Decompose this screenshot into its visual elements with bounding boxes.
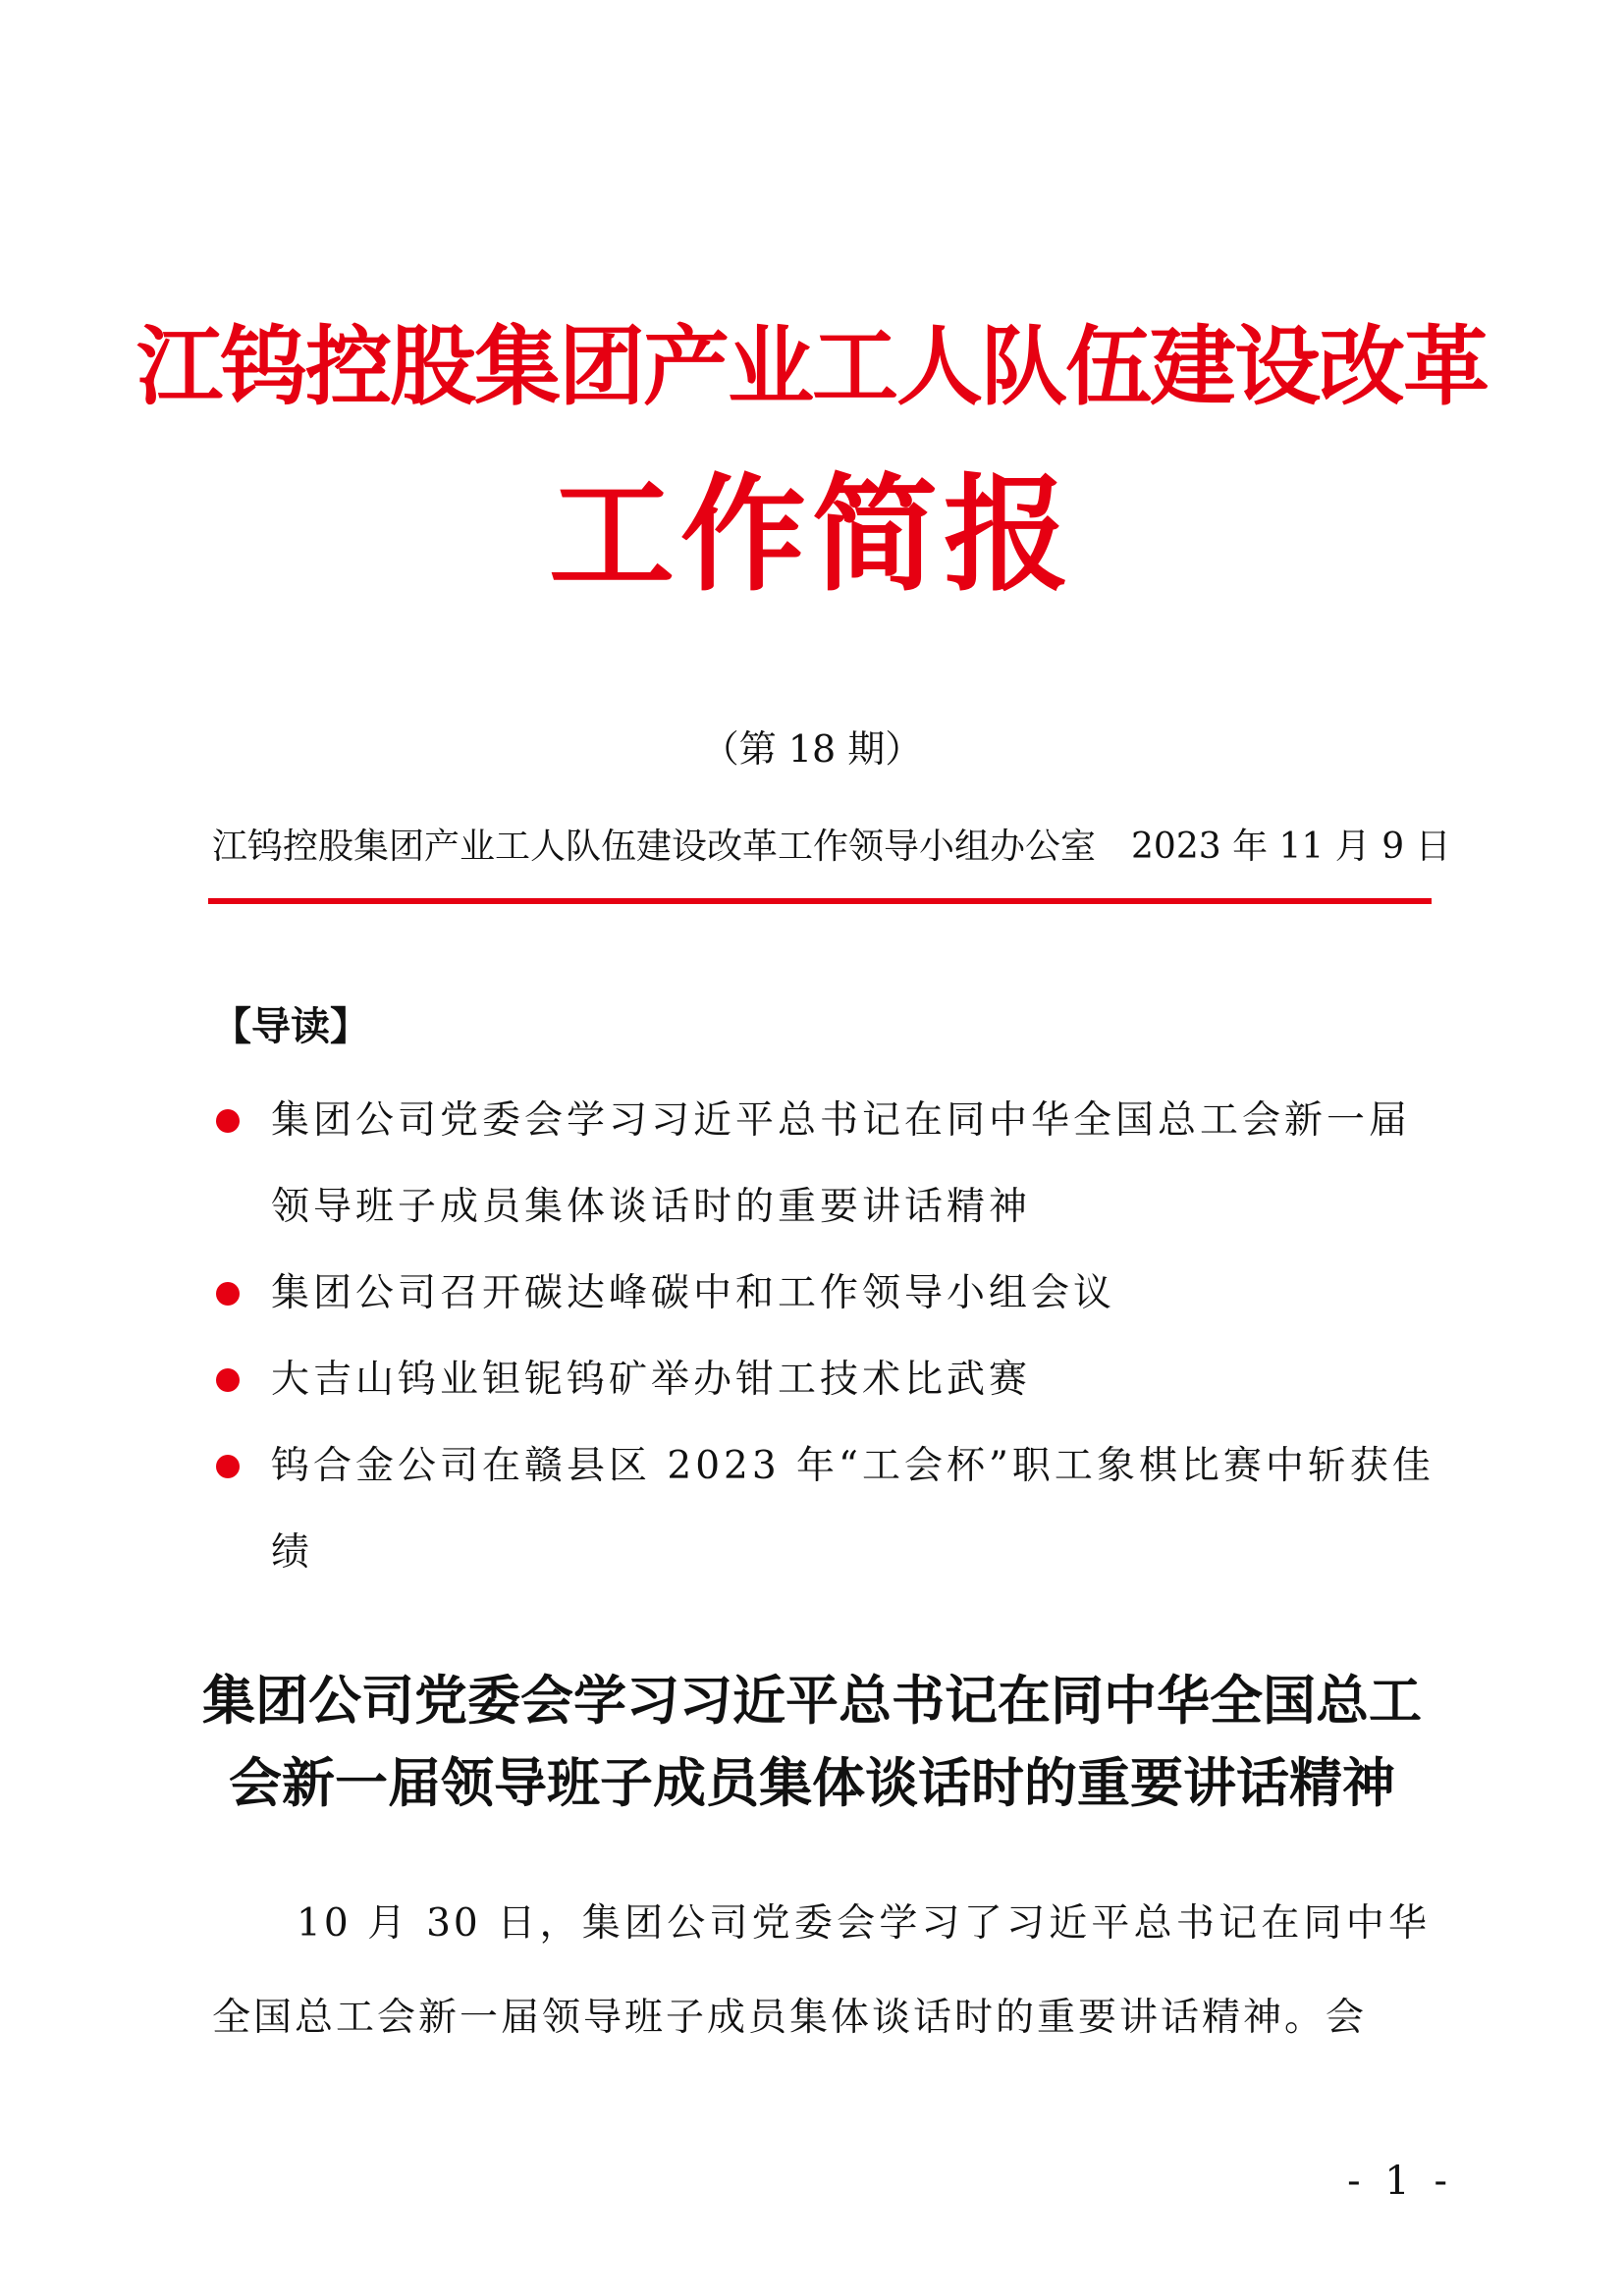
guide-list (212, 1078, 1439, 1596)
issue-number: （第 18 期） (701, 727, 923, 771)
article-title-line1: 集团公司党委会学习习近平总书记在同中华全国总工 (202, 1669, 1422, 1732)
guide-heading: 【导读】 (212, 1004, 369, 1049)
masthead-title-line2: 工作简报 (548, 461, 1075, 609)
guide-item[interactable] (212, 1251, 1439, 1337)
issue-date: 2023 年 11 月 9 日 (1131, 827, 1451, 867)
red-bullet-icon (216, 1282, 240, 1306)
guide-item[interactable] (212, 1337, 1439, 1423)
red-bullet-icon (216, 1368, 240, 1392)
red-bullet-icon (216, 1455, 240, 1478)
article-body: 10 月 30 日，集团公司党委会学习了习近平总书记在同中华全国总工会新一届领导班子成员集体谈话时的重要讲话精神。会 (212, 1901, 1430, 2040)
red-bullet-icon (216, 1109, 240, 1133)
red-divider (208, 898, 1432, 904)
article-title (196, 1659, 1428, 1824)
guide-item-text: 集团公司党委会学习习近平总书记在同中华全国总工会新一届领导班子成员集体谈话时的重要讲话精神 (271, 1098, 1412, 1229)
issuer-office: 江钨控股集团产业工人队伍建设改革工作领导小组办公室 (212, 827, 1097, 867)
guide-item-text: 钨合金公司在赣县区 2023 年“工会杯”职工象棋比赛中斩获佳绩 (271, 1444, 1435, 1575)
page-number: - 1 - (1347, 2159, 1453, 2204)
article-title-line2: 会新一届领导班子成员集体谈话时的重要讲话精神 (229, 1751, 1395, 1814)
masthead-title-line1: 江钨控股集团产业工人队伍建设改革 (135, 315, 1488, 417)
guide-item[interactable] (212, 1078, 1439, 1251)
issuer-line (212, 823, 1451, 872)
guide-item-text: 大吉山钨业钽铌钨矿举办钳工技术比武赛 (271, 1358, 1032, 1402)
guide-item-text: 集团公司召开碳达峰碳中和工作领导小组会议 (271, 1271, 1116, 1315)
guide-item[interactable] (212, 1423, 1439, 1596)
